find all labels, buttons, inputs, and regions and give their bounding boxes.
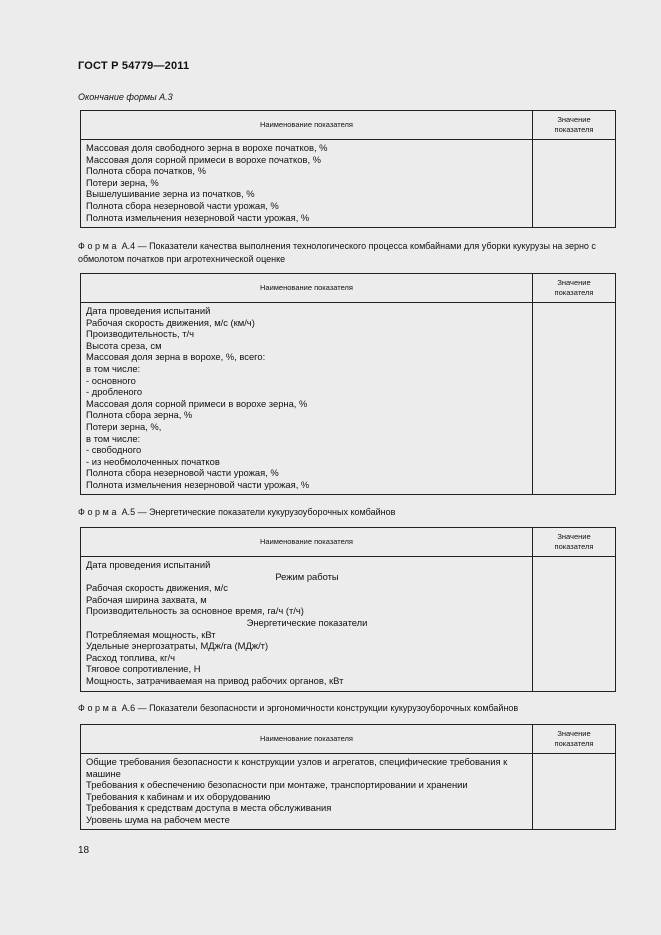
column-header-value bbox=[533, 528, 616, 557]
indicator-list bbox=[81, 557, 533, 692]
column-header-value bbox=[533, 725, 616, 754]
list-item: Потребляемая мощность, кВт bbox=[86, 628, 216, 640]
value-cell bbox=[533, 754, 616, 830]
list-item: Расход топлива, кг/ч bbox=[86, 651, 176, 663]
column-header-name: Наименование показателя bbox=[81, 528, 533, 557]
document-standard-title: ГОСТ Р 54779—2011 bbox=[78, 60, 190, 72]
list-item: Потери зерна, %, bbox=[86, 420, 162, 432]
section-heading: Режим работы bbox=[275, 570, 339, 582]
list-item: в том числе: bbox=[86, 432, 141, 444]
list-item: Требования к кабинам и их оборудованию bbox=[86, 790, 271, 802]
column-header-name: Наименование показателя bbox=[81, 725, 533, 754]
column-header-value-line2: показателя bbox=[554, 739, 594, 748]
list-item: Вышелушивание зерна из початков, % bbox=[86, 188, 255, 200]
list-item: - основного bbox=[86, 374, 136, 386]
form-a4-table bbox=[80, 273, 616, 495]
value-cell bbox=[533, 140, 616, 228]
list-item: Дата проведения испытаний bbox=[86, 559, 211, 570]
list-item: Потери зерна, % bbox=[86, 176, 159, 188]
table-body-row bbox=[81, 140, 616, 228]
list-item: Удельные энергозатраты, МДж/га (МДж/т) bbox=[86, 640, 269, 652]
form-a4-caption bbox=[78, 240, 618, 266]
list-item: Полнота измельчения незерновой части урожая, % bbox=[86, 211, 310, 223]
column-header-value-line1: Значение bbox=[557, 532, 591, 541]
list-item: Массовая доля зерна в ворохе, %, всего: bbox=[86, 351, 266, 363]
column-header-value-line1: Значение bbox=[557, 278, 591, 287]
list-item: Производительность, т/ч bbox=[86, 328, 194, 340]
list-item: Высота среза, см bbox=[86, 339, 162, 351]
list-item: Массовая доля свободного зерна в ворохе початков, % bbox=[86, 142, 328, 153]
caption-text: А.6 — Показатели безопасности и эргономичности конструкции кукурузоуборочных комбайнов bbox=[121, 703, 519, 713]
column-header-value bbox=[533, 111, 616, 140]
form-a6-table bbox=[80, 724, 616, 830]
form-a6-caption bbox=[78, 702, 618, 715]
form-a5-table bbox=[80, 527, 616, 692]
table-header-row bbox=[81, 725, 616, 754]
indicator-list bbox=[81, 754, 533, 830]
list-item: Общие требования безопасности к конструкции узлов и агрегатов, специфические требования к машине bbox=[86, 756, 508, 779]
list-item: Рабочая ширина захвата, м bbox=[86, 593, 207, 605]
table-body-row bbox=[81, 557, 616, 692]
list-item: в том числе: bbox=[86, 362, 141, 374]
list-item: Тяговое сопротивление, Н bbox=[86, 663, 201, 675]
table-header-row bbox=[81, 111, 616, 140]
column-header-value-line1: Значение bbox=[557, 115, 591, 124]
form-label: Форма bbox=[78, 507, 120, 517]
column-header-value-line1: Значение bbox=[557, 729, 591, 738]
list-item: Рабочая скорость движения, м/с (км/ч) bbox=[86, 316, 255, 328]
form-continuation-note: Окончание формы А.3 bbox=[78, 92, 173, 102]
list-item: Производительность за основное время, га/ч (т/ч) bbox=[86, 605, 304, 617]
table-header-row bbox=[81, 274, 616, 303]
list-item: - из необмолоченных початков bbox=[86, 455, 220, 467]
list-item: Полнота сбора незерновой части урожая, % bbox=[86, 199, 279, 211]
list-item: Полнота сбора початков, % bbox=[86, 165, 206, 177]
list-item: Полнота сбора незерновой части урожая, % bbox=[86, 467, 279, 479]
list-item: Полнота сбора зерна, % bbox=[86, 409, 193, 421]
list-item: Требования к средствам доступа в места обслуживания bbox=[86, 802, 332, 814]
list-item: - дробленого bbox=[86, 386, 143, 398]
column-header-name: Наименование показателя bbox=[81, 111, 533, 140]
indicator-list bbox=[81, 140, 533, 228]
column-header-value bbox=[533, 274, 616, 303]
list-item: Мощность, затрачиваемая на привод рабочих органов, кВт bbox=[86, 674, 344, 686]
value-cell bbox=[533, 303, 616, 495]
column-header-name: Наименование показателя bbox=[81, 274, 533, 303]
list-item: Требования к обеспечению безопасности при монтаже, транспортировании и хранении bbox=[86, 779, 468, 791]
table-header-row bbox=[81, 528, 616, 557]
form-a3-table bbox=[80, 110, 616, 228]
caption-text: А.5 — Энергетические показатели кукурузоуборочных комбайнов bbox=[121, 507, 396, 517]
value-cell bbox=[533, 557, 616, 692]
list-item: Дата проведения испытаний bbox=[86, 305, 211, 316]
column-header-value-line2: показателя bbox=[554, 125, 594, 134]
list-item: Массовая доля сорной примеси в ворохе зерна, % bbox=[86, 397, 308, 409]
page-number: 18 bbox=[78, 845, 90, 856]
column-header-value-line2: показателя bbox=[554, 542, 594, 551]
caption-text: А.4 — Показатели качества выполнения технологического процесса комбайнами для уборки кукурузы на зерно с обмолотом початков при агротехнической оценке bbox=[78, 241, 596, 264]
indicator-list bbox=[81, 303, 533, 495]
section-heading: Энергетические показатели bbox=[246, 616, 368, 628]
list-item: Массовая доля сорной примеси в ворохе початков, % bbox=[86, 153, 322, 165]
column-header-value-line2: показателя bbox=[554, 288, 594, 297]
form-label: Форма bbox=[78, 703, 120, 713]
table-body-row bbox=[81, 303, 616, 495]
list-item: Рабочая скорость движения, м/с bbox=[86, 582, 228, 594]
list-item: - свободного bbox=[86, 444, 142, 456]
list-item: Уровень шума на рабочем месте bbox=[86, 813, 230, 825]
list-item: Полнота измельчения незерновой части урожая, % bbox=[86, 478, 310, 490]
form-a5-caption bbox=[78, 506, 618, 519]
table-body-row bbox=[81, 754, 616, 830]
form-label: Форма bbox=[78, 241, 120, 251]
